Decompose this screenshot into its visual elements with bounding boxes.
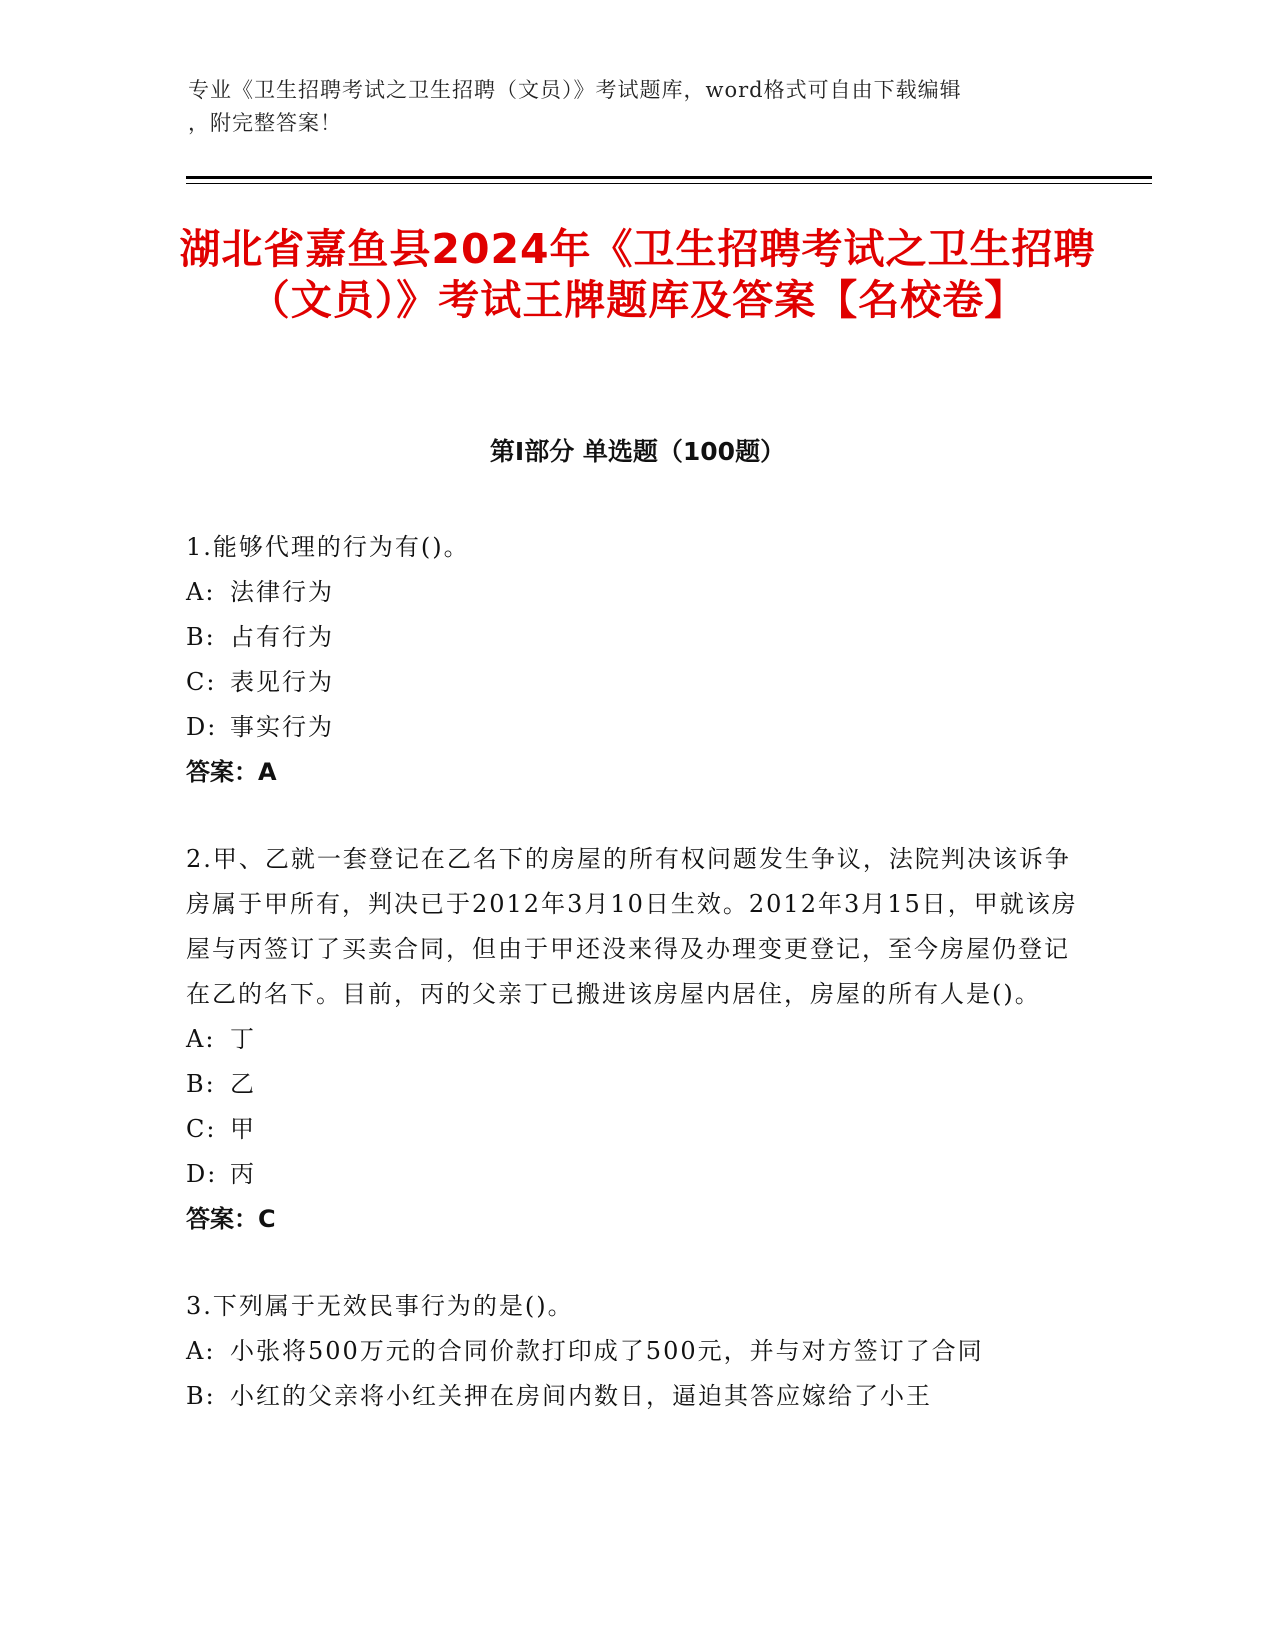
option-letter: A:	[186, 1025, 216, 1053]
header-note-line2: ，附完整答案！	[188, 111, 342, 135]
option-letter: B:	[186, 623, 216, 651]
option-letter: B:	[186, 1382, 216, 1410]
option-d	[186, 705, 1086, 750]
header-rule-thin	[186, 183, 1152, 184]
option-letter: D:	[186, 1160, 218, 1188]
option-text: 小张将500万元的合同价款打印成了500元，并与对方签订了合同	[230, 1337, 984, 1365]
option-text: 丙	[230, 1160, 256, 1188]
option-text: 事实行为	[230, 713, 334, 741]
question-stem: 1.能够代理的行为有()。	[186, 533, 470, 561]
option-b	[186, 1374, 1086, 1419]
option-text: 丁	[230, 1025, 256, 1053]
question-2	[186, 837, 1086, 1242]
option-letter: D:	[186, 713, 218, 741]
header-rule-thick	[186, 176, 1152, 179]
header-note	[188, 74, 1088, 140]
question-3	[186, 1284, 1086, 1419]
option-d	[186, 1152, 1086, 1197]
option-letter: C:	[186, 668, 217, 696]
option-c	[186, 1107, 1086, 1152]
question-1	[186, 525, 1086, 795]
question-stem: 3.下列属于无效民事行为的是()。	[186, 1292, 574, 1320]
header-note-line1: 专业《卫生招聘考试之卫生招聘（文员）》考试题库，word格式可自由下载编辑	[188, 78, 962, 102]
answer: 答案：C	[186, 1205, 276, 1233]
option-a	[186, 1017, 1086, 1062]
option-letter: A:	[186, 578, 216, 606]
option-c	[186, 660, 1086, 705]
option-text: 乙	[230, 1070, 256, 1098]
option-text: 表见行为	[230, 668, 334, 696]
option-text: 占有行为	[230, 623, 334, 651]
option-letter: B:	[186, 1070, 216, 1098]
question-stem: 2.甲、乙就一套登记在乙名下的房屋的所有权问题发生争议，法院判决该诉争房属于甲所有，判决已于2012年3月10日生效。2012年3月15日，甲就该房屋与丙签订了买卖合同，但由于甲还没来得及办理变更登记，至今房屋仍登记在乙的名下。目前，丙的父亲丁已搬进该房屋内居住，房屋的所有人是()。	[186, 845, 1078, 1008]
option-b	[186, 615, 1086, 660]
option-text: 小红的父亲将小红关押在房间内数日，逼迫其答应嫁给了小王	[230, 1382, 932, 1410]
answer: 答案：A	[186, 758, 277, 786]
option-text: 甲	[230, 1115, 256, 1143]
option-letter: A:	[186, 1337, 216, 1365]
document-title: 湖北省嘉鱼县2024年《卫生招聘考试之卫生招聘（文员）》考试王牌题库及答案【名校卷】	[179, 225, 1096, 324]
option-letter: C:	[186, 1115, 217, 1143]
option-a	[186, 570, 1086, 615]
option-a	[186, 1329, 1086, 1374]
question-list	[186, 525, 1086, 1461]
option-b	[186, 1062, 1086, 1107]
option-text: 法律行为	[230, 578, 334, 606]
section-title: 第Ⅰ部分 单选题（100题）	[489, 437, 786, 466]
